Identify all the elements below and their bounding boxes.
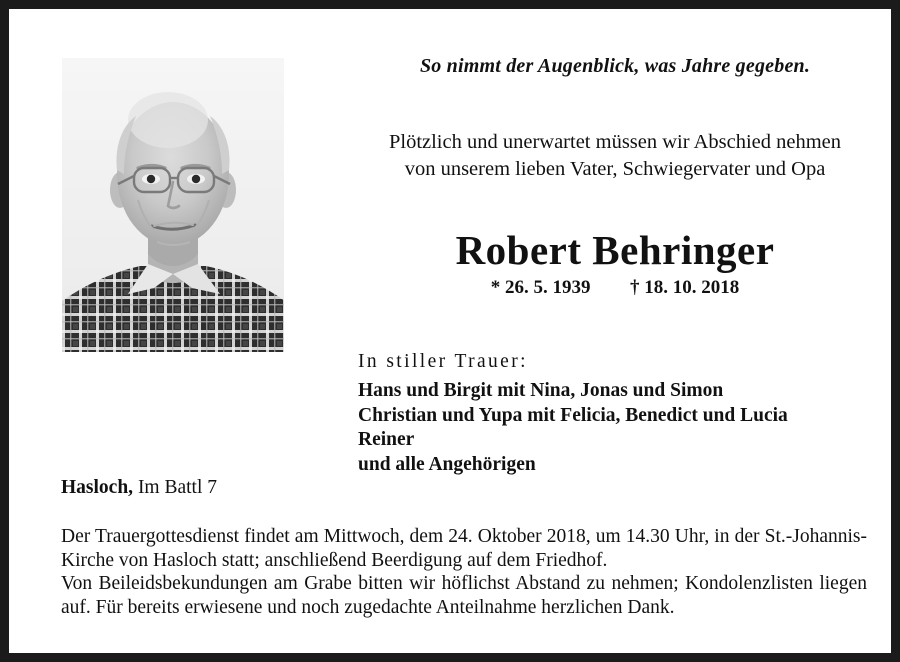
portrait-photo	[62, 58, 284, 352]
epigraph: So nimmt der Augenblick, was Jahre gegeben.	[419, 55, 811, 77]
mourners-heading: In stiller Trauer:	[358, 351, 528, 372]
mourners-list	[358, 379, 878, 477]
intro-text	[339, 129, 891, 183]
birth-date: 26. 5. 1939	[505, 277, 591, 298]
place-line	[61, 477, 217, 499]
mourner-line: Reiner	[358, 429, 415, 451]
mourner-line: Hans und Birgit mit Nina, Jonas und Simon	[358, 380, 724, 401]
mourner-line: Christian und Yupa mit Felicia, Benedict und Lucia	[358, 404, 788, 426]
life-dates	[339, 277, 891, 299]
notice-inner	[9, 9, 891, 653]
mourner-line: und alle Angehörigen	[358, 453, 536, 475]
intro-line-1: Plötzlich und unerwartet müssen wir Abschied nehmen	[388, 131, 842, 153]
service-paragraph: Der Trauergottesdienst findet am Mittwoch, dem 24. Oktober 2018, um 14.30 Uhr, in der St.-Johannis-Kirche von Hasloch statt; anschließend Beerdigung auf dem Friedhof.	[61, 526, 867, 571]
birth-symbol: *	[490, 277, 501, 298]
portrait-photo-graphic	[62, 58, 284, 352]
death-symbol: †	[630, 277, 640, 298]
condolence-paragraph: Von Beileidsbekundungen am Grabe bitten wir höflichst Abstand zu nehmen; Kondolenzlisten liegen auf. Für bereits erwiesene und noch zugedachte Anteilnahme herzlichen Dank.	[61, 573, 867, 618]
deceased-name: Robert Behringer	[455, 227, 775, 273]
place-street: Im Battl 7	[133, 477, 218, 498]
intro-line-2: von unserem lieben Vater, Schwiegervater und Opa	[404, 158, 826, 180]
place-town: Hasloch,	[61, 477, 134, 498]
body-text	[61, 525, 867, 619]
death-date: 18. 10. 2018	[644, 277, 740, 298]
